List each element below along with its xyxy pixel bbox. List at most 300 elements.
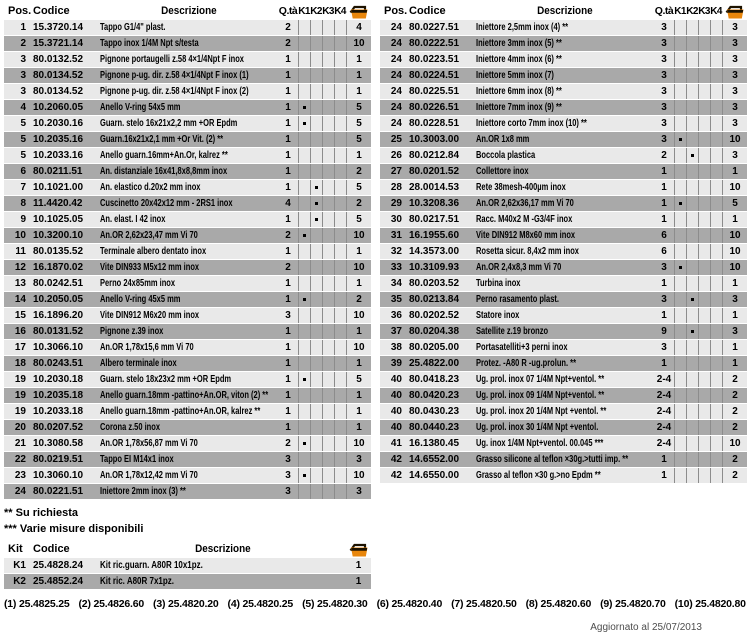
cell-kit-k3 (322, 468, 334, 483)
cell-pos: 33 (390, 262, 402, 273)
table-row (380, 292, 747, 307)
cell-codice: 16.1955.60 (409, 230, 460, 241)
cell-kit-k4 (334, 36, 346, 51)
table-row (380, 244, 747, 259)
cell-kit-k2 (310, 244, 322, 259)
cell-pack-qty: 2 (722, 468, 747, 483)
table-row (380, 420, 747, 435)
cell-kit-k1 (298, 324, 310, 339)
cell-pack-qty: 1 (346, 276, 371, 291)
cell-kit-k1 (298, 404, 310, 419)
kit-table-row (4, 574, 371, 589)
cell-kit-k1 (674, 276, 686, 291)
cell-kit-k1 (298, 68, 310, 83)
cell-pos: 24 (390, 70, 402, 81)
cell-qta: 1 (285, 390, 291, 401)
cell-kit-k4 (334, 484, 346, 499)
table-header-row (4, 4, 371, 19)
cell-qta: 1 (661, 198, 667, 209)
cell-qta: 1 (285, 70, 291, 81)
cell-pos: 5 (20, 134, 26, 145)
cell-kit-k3 (698, 52, 710, 67)
cell-pos: 3 (20, 54, 26, 65)
cell-codice: 25.4828.24 (33, 560, 84, 571)
cell-codice: 80.0223.51 (409, 54, 460, 65)
cell-codice: 80.0202.52 (409, 310, 460, 321)
cell-descrizione: Collettore inox (476, 166, 529, 177)
parts-tables (4, 4, 748, 500)
cell-descrizione: Iniettore 5mm inox (7) (476, 70, 554, 81)
cell-pos: 16 (14, 326, 26, 337)
cell-codice: 80.0222.51 (409, 38, 460, 49)
table-row (380, 372, 747, 387)
cell-kit-k4 (710, 340, 722, 355)
cell-pos: 5 (20, 118, 26, 129)
cell-descrizione: Pignone p-ug. dir. z.58 4×1/4Npt F inox (1) (100, 70, 249, 81)
cell-qta: 3 (285, 470, 291, 481)
cell-pack-qty: 10 (722, 244, 747, 259)
cell-pos: 24 (390, 54, 402, 65)
cell-codice: 10.3003.00 (409, 134, 460, 145)
cell-pos: 3 (20, 86, 26, 97)
cell-pos: 24 (14, 486, 26, 497)
cell-kit-k4 (334, 308, 346, 323)
cell-pos: 26 (390, 150, 402, 161)
cell-kit-k1 (674, 420, 686, 435)
cell-qta: 1 (285, 166, 291, 177)
cell-kit-k1 (298, 356, 310, 371)
cell-codice: 16.1870.02 (33, 262, 84, 273)
cell-pack-qty: 10 (722, 260, 747, 275)
cell-pack-qty: 3 (722, 36, 747, 51)
cell-kit-k4 (710, 52, 722, 67)
table-row (4, 20, 371, 35)
table-row (4, 132, 371, 147)
cell-descrizione: Anello guarn.18mm -pattino+An.OR, kalrez ** (100, 406, 261, 417)
cell-kit-k1 (674, 404, 686, 419)
cell-kit-k3 (698, 404, 710, 419)
cell-pack-qty: 3 (722, 324, 747, 339)
cell-kit-k3 (322, 340, 334, 355)
cell-kit-k4 (334, 20, 346, 35)
cell-pack-qty: 2 (722, 388, 747, 403)
cell-kit-k3 (322, 276, 334, 291)
cell-pos: 34 (390, 278, 402, 289)
cell-codice: 80.0211.51 (33, 166, 83, 177)
variant-code: (9) 25.4820.70 (600, 598, 666, 610)
footnotes (4, 505, 748, 537)
cell-kit-k3 (698, 276, 710, 291)
cell-codice: 80.0227.51 (409, 22, 460, 33)
cell-kit-k4 (710, 116, 722, 131)
cell-kit-k3 (322, 260, 334, 275)
cell-kit-k2 (686, 68, 698, 83)
cell-kit-k3 (698, 164, 710, 179)
cell-kit-k3 (322, 372, 334, 387)
cell-kit-k4 (710, 20, 722, 35)
cell-kit-k3 (698, 116, 710, 131)
table-row (4, 420, 371, 435)
cell-kit-k3 (698, 36, 710, 51)
table-row (380, 164, 747, 179)
variant-code: (1) 25.4825.25 (4, 598, 70, 610)
cell-kit-k2 (310, 84, 322, 99)
cell-kit-k4 (710, 356, 722, 371)
cell-codice: 16.1380.45 (409, 438, 460, 449)
cell-kit-k4 (710, 36, 722, 51)
updated-date-label: Aggiornato al 25/07/2013 (590, 622, 702, 633)
table-row (4, 372, 371, 387)
cell-qta: 1 (285, 134, 291, 145)
cell-qta: 2-4 (656, 374, 672, 385)
cell-kit-k3 (322, 404, 334, 419)
kit-dot (679, 266, 682, 269)
cell-descrizione: Vite DIN912 M6x20 mm inox (100, 310, 200, 321)
cell-descrizione: Anello V-ring 54x5 mm (100, 102, 181, 113)
header-kit-k1: K1 (674, 6, 686, 17)
cell-kit-k3 (698, 212, 710, 227)
cell-pos: 23 (14, 470, 26, 481)
header-pack-icon (346, 542, 371, 557)
table-row (4, 340, 371, 355)
cell-kit-k4 (710, 100, 722, 115)
cell-codice: 10.1025.05 (33, 214, 84, 225)
kit-dot (303, 474, 306, 477)
cell-qta: 1 (285, 294, 291, 305)
cell-codice: 10.3060.10 (33, 470, 84, 481)
cell-descrizione: An.OR 2,62x23,47 mm Vi 70 (100, 230, 198, 241)
cell-descrizione: Tappo EI M14x1 inox (100, 454, 174, 465)
cell-pack-qty: 1 (346, 52, 371, 67)
cell-kit-k3 (322, 100, 334, 115)
cell-pos: 38 (390, 342, 402, 353)
cell-qta: 1 (285, 342, 291, 353)
cell-kit-k2 (686, 292, 698, 307)
cell-descrizione: Tappo G1/4" plast. (100, 22, 166, 33)
cell-kit-k3 (698, 100, 710, 115)
cell-pack-qty: 1 (346, 148, 371, 163)
cell-kit-k4 (334, 260, 346, 275)
kit-dot (303, 122, 306, 125)
cell-kit-k1 (674, 388, 686, 403)
cell-pos: 35 (390, 294, 402, 305)
cell-kit-k3 (322, 388, 334, 403)
cell-pos: 28 (390, 182, 402, 193)
cell-qta: 1 (285, 422, 291, 433)
cell-qta: 3 (661, 134, 667, 145)
cell-kit-k2 (310, 388, 322, 403)
table-row (4, 228, 371, 243)
cell-kit-k1 (674, 148, 686, 163)
header-descrizione: Descrizione (537, 5, 593, 17)
cell-pack-qty: 5 (346, 372, 371, 387)
cell-pack-qty: 1 (346, 244, 371, 259)
cell-qta: 1 (661, 470, 667, 481)
cell-codice: 80.0219.51 (33, 454, 84, 465)
cell-qta: 3 (285, 454, 291, 465)
cell-kit-k3 (698, 84, 710, 99)
cell-codice: 80.0135.52 (33, 246, 84, 257)
cell-kit-k2 (310, 132, 322, 147)
cell-pos: 39 (390, 358, 402, 369)
cell-descrizione: Guarn. stelo 18x23x2 mm +OR Epdm (100, 374, 232, 385)
cell-pos: 41 (390, 438, 402, 449)
cell-descrizione: Pignone portaugelli z.58 4×1/4Npt F inox (100, 54, 244, 65)
cell-kit-k4 (334, 116, 346, 131)
cell-kit-k3 (698, 68, 710, 83)
cell-pack-qty: 10 (722, 132, 747, 147)
cell-qta: 1 (285, 374, 291, 385)
cell-kit-k3 (698, 260, 710, 275)
cell-kit-k1 (298, 84, 310, 99)
cell-descrizione: Racc. M40x2 M -G3/4F inox (476, 214, 573, 225)
cell-kit-k4 (334, 180, 346, 195)
cell-qta: 2-4 (656, 438, 672, 449)
cell-kit-k2 (310, 148, 322, 163)
cell-qta: 3 (661, 102, 667, 113)
cell-kit-k3 (322, 148, 334, 163)
cell-kit-k4 (334, 276, 346, 291)
kit-dot (691, 330, 694, 333)
cell-codice: 80.0213.84 (409, 294, 460, 305)
cell-kit-k4 (334, 324, 346, 339)
cell-descrizione: Rosetta sicur. 8,4x2 mm inox (476, 246, 579, 257)
cell-kit-k1 (674, 436, 686, 451)
cell-kit-k4 (710, 68, 722, 83)
cell-kit-k4 (334, 196, 346, 211)
variant-code: (5) 25.4820.30 (302, 598, 368, 610)
cell-pack-qty: 2 (346, 292, 371, 307)
cell-codice: 14.3573.00 (409, 246, 460, 257)
header-kit-k4: K4 (710, 6, 722, 17)
cell-kit-k4 (710, 228, 722, 243)
cell-kit-k1 (298, 244, 310, 259)
cell-kit-k2 (310, 260, 322, 275)
cell-codice: 80.0205.00 (409, 342, 460, 353)
cell-pack-qty: 3 (722, 116, 747, 131)
cell-kit-k4 (710, 292, 722, 307)
cell-pos: 2 (20, 38, 26, 49)
cell-qta: 1 (661, 310, 667, 321)
header-codice: Codice (33, 543, 70, 555)
cell-kit-k3 (322, 212, 334, 227)
cell-descrizione: An.OR 2,4x8,3 mm Vi 70 (476, 262, 562, 273)
basket-icon (349, 543, 368, 557)
cell-pack-qty: 4 (346, 20, 371, 35)
cell-kit-k3 (698, 356, 710, 371)
table-row (4, 484, 371, 499)
cell-kit-k1 (298, 436, 310, 451)
cell-kit-k3 (698, 436, 710, 451)
cell-kit-k2 (686, 84, 698, 99)
cell-pos: 13 (14, 278, 26, 289)
cell-pos: 31 (390, 230, 402, 241)
cell-kit-k1 (298, 276, 310, 291)
cell-kit-k2 (310, 420, 322, 435)
cell-pack-qty: 1 (722, 340, 747, 355)
cell-kit-k3 (698, 388, 710, 403)
table-row (4, 356, 371, 371)
cell-pack-qty: 5 (346, 132, 371, 147)
cell-pack-qty: 3 (722, 100, 747, 115)
cell-kit-k3 (698, 372, 710, 387)
basket-icon (725, 5, 744, 19)
cell-pack-qty: 2 (346, 196, 371, 211)
cell-kit-k2 (310, 340, 322, 355)
variant-code: (4) 25.4820.25 (227, 598, 294, 610)
cell-kit-k2 (686, 100, 698, 115)
cell-kit-k3 (322, 436, 334, 451)
table-row (380, 148, 747, 163)
cell-descrizione: Iniettore 4mm inox (6) ** (476, 54, 562, 65)
cell-descrizione: Cuscinetto 20x42x12 mm - 2RS1 inox (100, 198, 233, 209)
cell-pack-qty: 1 (346, 324, 371, 339)
table-row (4, 164, 371, 179)
cell-descrizione: An.OR 1x8 mm (476, 134, 530, 145)
table-row (4, 404, 371, 419)
cell-kit-k3 (322, 68, 334, 83)
cell-pack-qty: 1 (346, 388, 371, 403)
cell-kit-k3 (322, 484, 334, 499)
cell-kit-k2 (686, 116, 698, 131)
cell-codice: 10.2030.18 (33, 374, 84, 385)
cell-qta: 3 (285, 486, 291, 497)
kit-dot (303, 298, 306, 301)
cell-pack-qty: 1 (722, 308, 747, 323)
cell-descrizione: Guarn.16x21x2,1 mm +Or Vit. (2) ** (100, 134, 224, 145)
cell-pos: 36 (390, 310, 402, 321)
cell-kit-k2 (686, 276, 698, 291)
cell-kit-k2 (686, 164, 698, 179)
cell-qta: 2 (285, 38, 291, 49)
cell-pos: 40 (390, 422, 402, 433)
cell-pos: 29 (390, 198, 402, 209)
cell-codice: 14.6552.00 (409, 454, 460, 465)
cell-kit-k2 (310, 324, 322, 339)
cell-kit-k4 (334, 52, 346, 67)
table-row (380, 388, 747, 403)
cell-pos: 3 (20, 70, 26, 81)
cell-codice: 80.0134.52 (33, 86, 84, 97)
cell-pos: 40 (390, 374, 402, 385)
cell-descrizione: An. elastico d.20x2 mm inox (100, 182, 201, 193)
cell-codice: 15.3721.14 (33, 38, 84, 49)
cell-descrizione: Pignone z.39 inox (100, 326, 164, 337)
cell-pack-qty: 2 (346, 164, 371, 179)
cell-codice: 80.0203.52 (409, 278, 460, 289)
cell-pos: 42 (390, 454, 402, 465)
table-row (4, 276, 371, 291)
cell-qta: 3 (661, 54, 667, 65)
cell-codice: 15.3720.14 (33, 22, 84, 33)
cell-kit-k1 (674, 84, 686, 99)
cell-qta: 1 (661, 182, 667, 193)
kit-dot (303, 234, 306, 237)
cell-kit-k3 (698, 292, 710, 307)
cell-kit-k1 (674, 116, 686, 131)
cell-kit-k4 (334, 404, 346, 419)
cell-kit-k4 (334, 100, 346, 115)
cell-pos: 19 (14, 374, 26, 385)
cell-qta: 2-4 (656, 422, 672, 433)
cell-codice: 80.0242.51 (33, 278, 84, 289)
cell-kit-id: K2 (13, 576, 26, 587)
cell-kit-k2 (310, 404, 322, 419)
cell-kit-k2 (686, 260, 698, 275)
cell-kit-k4 (710, 148, 722, 163)
cell-codice: 80.0420.23 (409, 390, 460, 401)
cell-pack-qty: 1 (355, 560, 362, 571)
kit-dot (303, 378, 306, 381)
cell-codice: 11.4420.42 (33, 198, 83, 209)
table-row (4, 52, 371, 67)
cell-pack-qty: 5 (722, 196, 747, 211)
cell-kit-k3 (698, 452, 710, 467)
cell-pos: 4 (20, 102, 26, 113)
cell-kit-k4 (710, 276, 722, 291)
cell-pos: 40 (390, 406, 402, 417)
cell-descrizione: Anello guarn.16mm+An.Or, kalrez ** (100, 150, 228, 161)
cell-kit-k3 (698, 180, 710, 195)
cell-pos: 6 (20, 166, 26, 177)
cell-kit-k2 (686, 404, 698, 419)
cell-kit-k1 (674, 372, 686, 387)
cell-kit-k4 (334, 436, 346, 451)
header-kit: Kit (8, 543, 23, 555)
cell-descrizione: Kit ric. A80R 7x1pz. (100, 576, 174, 587)
cell-kit-k2 (686, 36, 698, 51)
cell-pack-qty: 10 (722, 436, 747, 451)
cell-kit-k1 (298, 180, 310, 195)
cell-pack-qty: 3 (346, 452, 371, 467)
cell-codice: 10.2033.18 (33, 406, 84, 417)
cell-kit-k1 (674, 452, 686, 467)
cell-pos: 1 (20, 22, 26, 33)
cell-codice: 25.4822.00 (409, 358, 460, 369)
cell-descrizione: Iniettore 7mm inox (9) ** (476, 102, 562, 113)
cell-pos: 8 (20, 198, 26, 209)
table-row (380, 452, 747, 467)
cell-descrizione: An.OR 1,78x56,87 mm Vi 70 (100, 438, 198, 449)
variant-code: (6) 25.4820.40 (376, 598, 443, 610)
cell-kit-k1 (298, 308, 310, 323)
cell-codice: 80.0225.51 (409, 86, 460, 97)
cell-kit-k2 (686, 228, 698, 243)
cell-pack-qty: 2 (722, 452, 747, 467)
variant-code: (7) 25.4820.50 (451, 598, 517, 610)
cell-qta: 1 (285, 278, 291, 289)
cell-kit-k3 (322, 356, 334, 371)
cell-kit-k3 (322, 292, 334, 307)
header-kit-k3: K3 (322, 6, 334, 17)
cell-descrizione: An.OR 1,78x12,42 mm Vi 70 (100, 470, 198, 481)
cell-descrizione: Satellite z.19 bronzo (476, 326, 549, 337)
cell-kit-k1 (674, 292, 686, 307)
cell-pack-qty: 3 (722, 68, 747, 83)
variant-code: (10) 25.4820.80 (674, 598, 746, 610)
cell-pack-qty: 3 (722, 148, 747, 163)
cell-kit-k2 (686, 324, 698, 339)
cell-kit-k2 (686, 372, 698, 387)
cell-kit-k1 (298, 468, 310, 483)
cell-kit-k2 (310, 436, 322, 451)
cell-descrizione: Pignone p-ug. dir. z.58 4×1/4Npt F inox (2) (100, 86, 249, 97)
header-descrizione: Descrizione (161, 5, 217, 17)
table-header-row (380, 4, 747, 19)
kit-dot (691, 298, 694, 301)
cell-qta: 3 (285, 310, 291, 321)
cell-pack-qty: 5 (346, 100, 371, 115)
